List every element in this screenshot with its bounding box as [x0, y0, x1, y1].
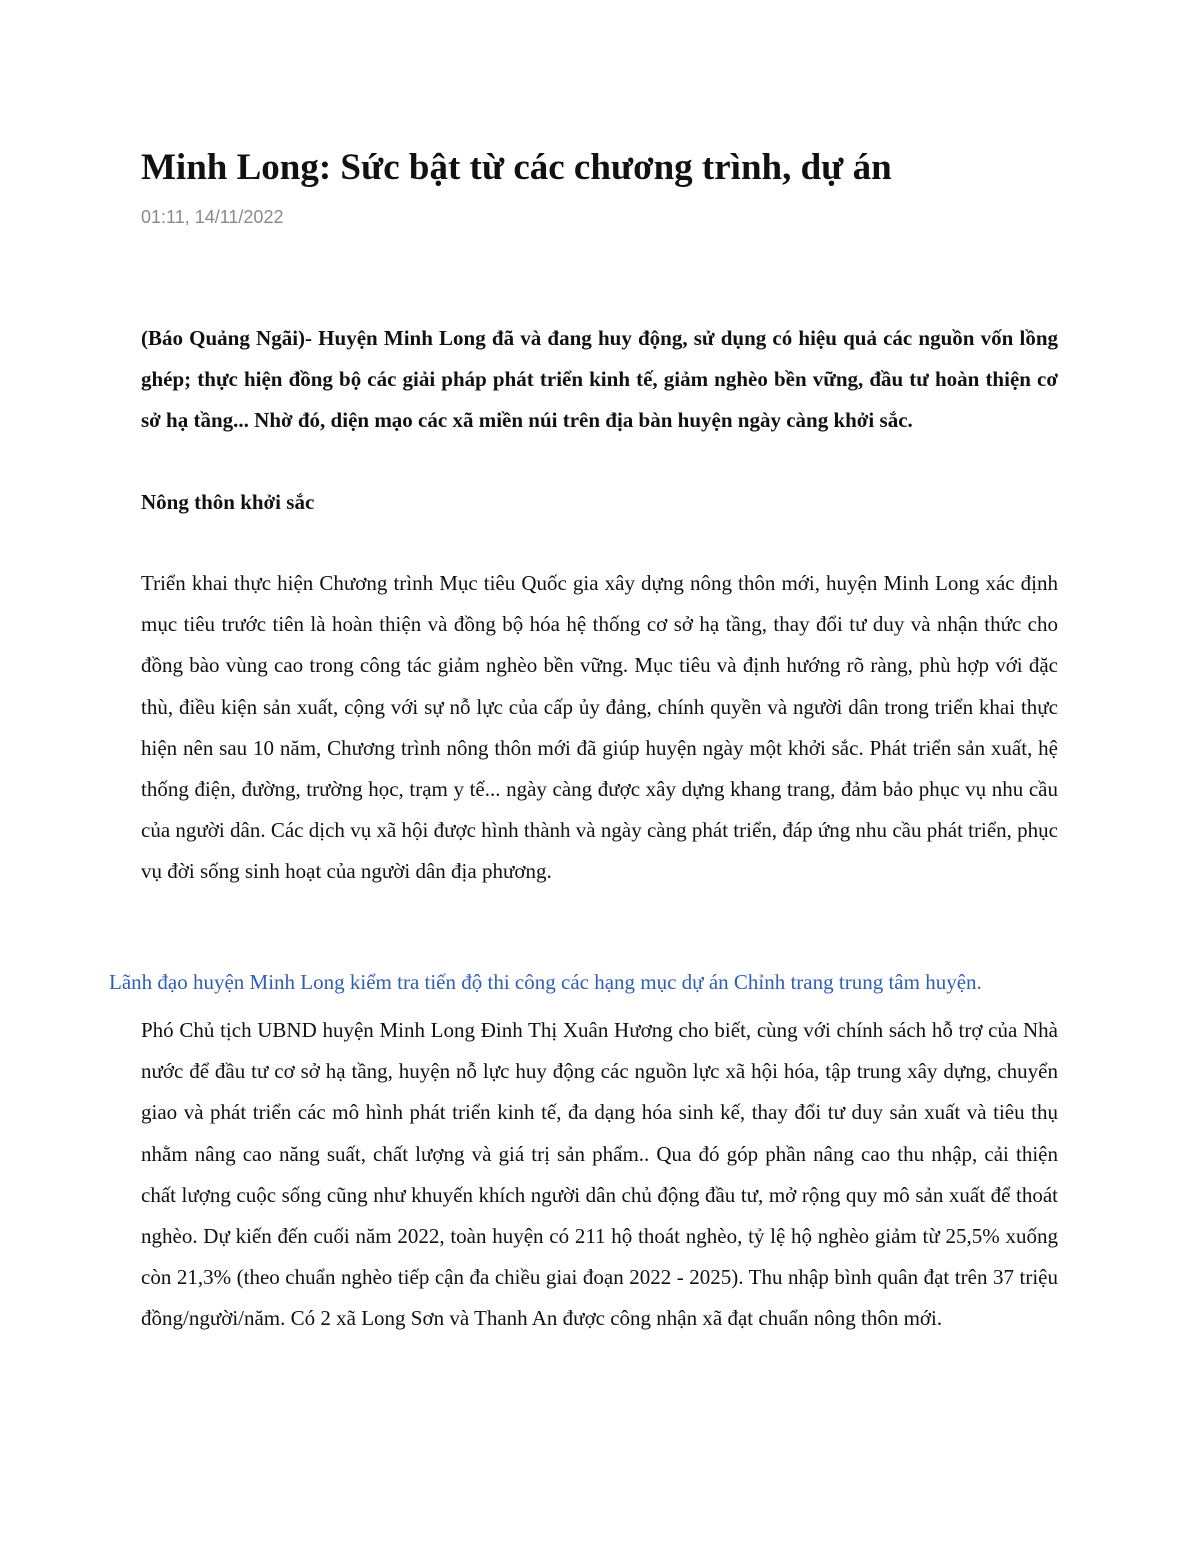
body-paragraph-1: Triển khai thực hiện Chương trình Mục tiêu Quốc gia xây dựng nông thôn mới, huyện Minh Long xác định mục tiêu trước tiên là hoàn thiện và đồng bộ hóa hệ thống cơ sở hạ tầng, thay đổi tư duy và nhận thức cho đồng bào vùng cao trong công tác giảm nghèo bền vững. Mục tiêu và định hướng rõ ràng, phù hợp với đặc thù, điều kiện sản xuất, cộng với sự nỗ lực của cấp ủy đảng, chính quyền và người dân trong triển khai thực hiện nên sau 10 năm, Chương trình nông thôn mới đã giúp huyện ngày một khởi sắc. Phát triển sản xuất, hệ thống điện, đường, trường học, trạm y tế... ngày càng được xây dựng khang trang, đảm bảo phục vụ nhu cầu của người dân. Các dịch vụ xã hội được hình thành và ngày càng phát triển, đáp ứng nhu cầu phát triển, phục vụ đời sống sinh hoạt của người dân địa phương. — [141, 571, 1058, 884]
article-lead: (Báo Quảng Ngãi)- Huyện Minh Long đã và đang huy động, sử dụng có hiệu quả các nguồn vốn lồng ghép; thực hiện đồng bộ các giải pháp phát triển kinh tế, giảm nghèo bền vững, đầu tư hoàn thiện cơ sở hạ tầng... Nhờ đó, diện mạo các xã miền núi trên địa bàn huyện ngày càng khởi sắc. — [141, 326, 1058, 433]
article-timestamp: 01:11, 14/11/2022 — [141, 207, 284, 227]
body-paragraph-2: Phó Chủ tịch UBND huyện Minh Long Đinh Thị Xuân Hương cho biết, cùng với chính sách hỗ trợ của Nhà nước để đầu tư cơ sở hạ tầng, huyện nỗ lực huy động các nguồn lực xã hội hóa, tập trung xây dựng, chuyển giao và phát triển các mô hình phát triển kinh tế, đa dạng hóa sinh kế, thay đổi tư duy sản xuất và tiêu thụ nhằm nâng cao năng suất, chất lượng và giá trị sản phẩm.. Qua đó góp phần nâng cao thu nhập, cải thiện chất lượng cuộc sống cũng như khuyến khích người dân chủ động đầu tư, mở rộng quy mô sản xuất để thoát nghèo. Dự kiến đến cuối năm 2022, toàn huyện có 211 hộ thoát nghèo, tỷ lệ hộ nghèo giảm từ 25,5% xuống còn 21,3% (theo chuẩn nghèo tiếp cận đa chiều giai đoạn 2022 - 2025). Thu nhập bình quân đạt trên 37 triệu đồng/người/năm. Có 2 xã Long Sơn và Thanh An được công nhận xã đạt chuẩn nông thôn mới. — [141, 1018, 1058, 1331]
image-caption: Lãnh đạo huyện Minh Long kiểm tra tiến độ thi công các hạng mục dự án Chỉnh trang trung tâm huyện. — [109, 970, 982, 994]
section-heading: Nông thôn khởi sắc — [141, 490, 315, 514]
article-title: Minh Long: Sức bật từ các chương trình, dự án — [141, 147, 892, 188]
